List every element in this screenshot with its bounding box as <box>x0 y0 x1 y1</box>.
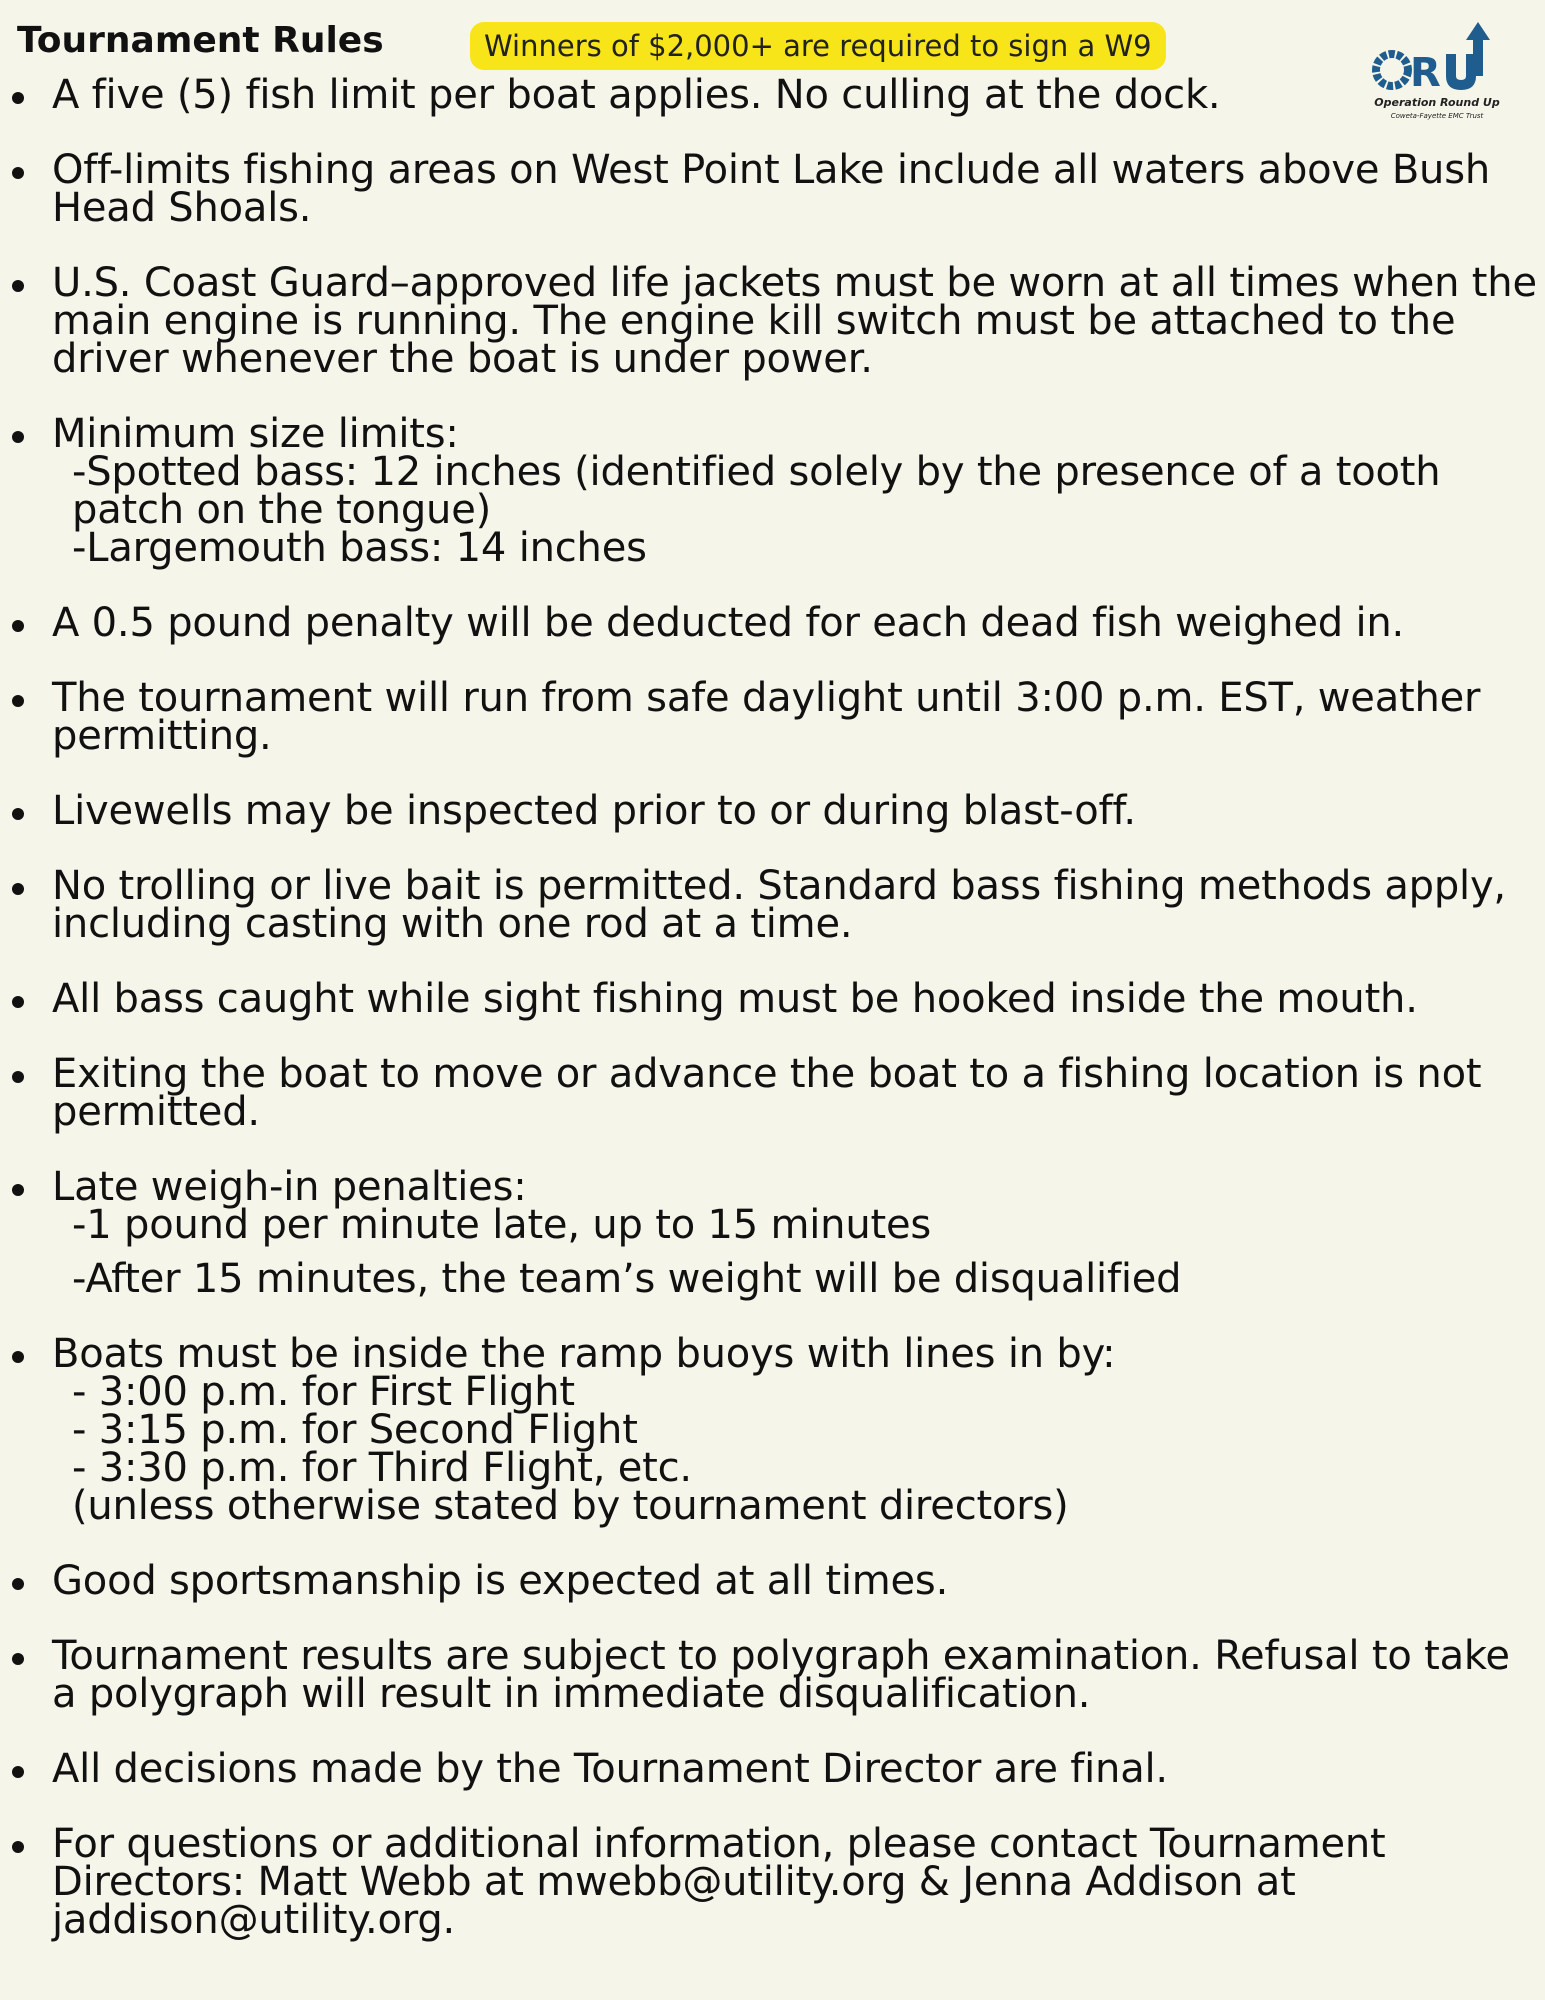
rule-item: Off-limits fishing areas on West Point Lake include all waters above Bush Head Shoals. <box>0 151 1545 227</box>
rule-sub-item: - 3:00 p.m. for First Flight <box>72 1369 575 1415</box>
rule-item: Late weigh-in penalties: -1 pound per minute late, up to 15 minutes -After 15 minutes, the team’s weight will be disqualified <box>0 1168 1545 1298</box>
rule-item: A 0.5 pound penalty will be deducted for each dead fish weighed in. <box>0 604 1545 642</box>
page-title: Tournament Rules <box>17 20 384 61</box>
rule-item: The tournament will run from safe daylight until 3:00 p.m. EST, weather permitting. <box>0 679 1545 755</box>
rule-item: Tournament results are subject to polygraph examination. Refusal to take a polygraph will result in immediate disqualification. <box>0 1637 1545 1713</box>
rule-sub-item: -1 pound per minute late, up to 15 minutes <box>72 1202 932 1248</box>
rule-sub-item: -After 15 minutes, the team’s weight will be disqualified <box>72 1256 1182 1302</box>
rule-item: No trolling or live bait is permitted. Standard bass fishing methods apply, including casting with one rod at a time. <box>0 867 1545 943</box>
rule-sub-item: -Largemouth bass: 14 inches <box>72 525 647 571</box>
svg-text:R: R <box>1410 50 1441 96</box>
rules-list <box>0 72 1545 1976</box>
rule-sub-item: -Spotted bass: 12 inches (identified solely by the presence of a tooth patch on the tongue) <box>72 449 1441 533</box>
logo-name: Operation Round Up <box>1374 96 1500 109</box>
rule-item: Livewells may be inspected prior to or during blast-off. <box>0 792 1545 830</box>
rule-item: Exiting the boat to move or advance the boat to a fishing location is not permitted. <box>0 1055 1545 1131</box>
rule-item: A five (5) fish limit per boat applies. No culling at the dock. <box>0 76 1545 114</box>
rule-item: All decisions made by the Tournament Director are final. <box>0 1750 1545 1788</box>
rule-item: All bass caught while sight fishing must be hooked inside the mouth. <box>0 980 1545 1018</box>
rule-sub-item: - 3:30 p.m. for Third Flight, etc. <box>72 1445 692 1491</box>
w9-notice-badge: Winners of $2,000+ are required to sign a W9 <box>470 22 1166 70</box>
rule-item: Minimum size limits: -Spotted bass: 12 inches (identified solely by the presence of a tooth patch on the tongue) -Largemouth bass: 14 inches <box>0 415 1545 567</box>
rule-item: U.S. Coast Guard–approved life jackets must be worn at all times when the main engine is running. The engine kill switch must be attached to the driver whenever the boat is under power. <box>0 264 1545 378</box>
rule-sub-item: (unless otherwise stated by tournament directors) <box>72 1483 1069 1529</box>
rule-item: For questions or additional information, please contact Tournament Directors: Matt Webb at mwebb@utility.org & Jenna Addison at jaddison@utility.org. <box>0 1825 1545 1939</box>
rule-sub-item: - 3:15 p.m. for Second Flight <box>72 1407 638 1453</box>
rule-item: Good sportsmanship is expected at all times. <box>0 1562 1545 1600</box>
logo-subtitle: Coweta-Fayette EMC Trust <box>1390 112 1484 120</box>
rule-item: Boats must be inside the ramp buoys with lines in by: - 3:00 p.m. for First Flight - 3:15 p.m. for Second Flight - 3:30 p.m. for Third Flight, etc. (unless otherwise stated by tournament directors) <box>0 1335 1545 1525</box>
